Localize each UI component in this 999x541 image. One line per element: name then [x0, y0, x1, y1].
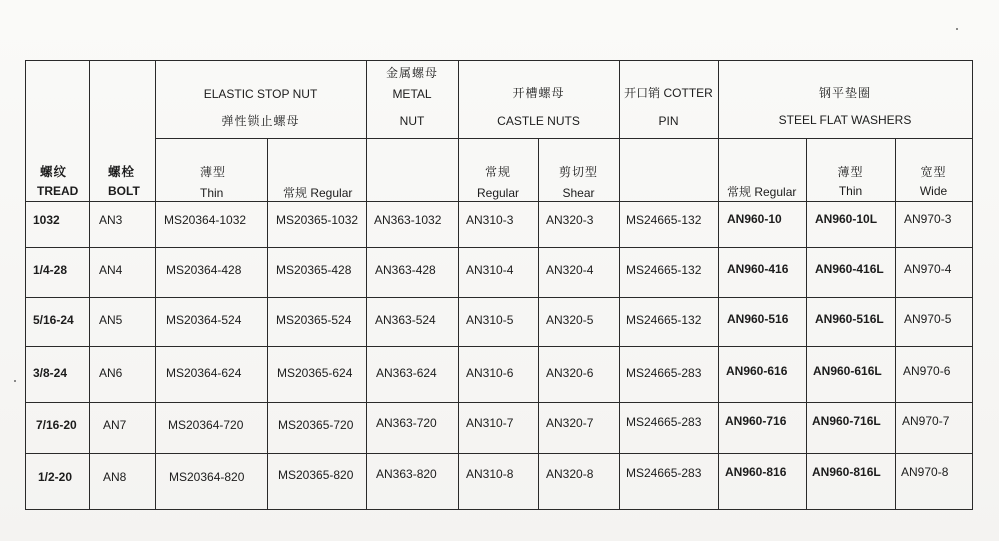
cell-metal: AN363-1032 [374, 213, 442, 227]
cell-castle-shear: AN320-6 [546, 366, 594, 380]
scan-speck [956, 28, 958, 30]
cell-ms-regular: MS20365-820 [278, 468, 354, 482]
cell-washer-regular: AN960-516 [727, 312, 789, 326]
cell-ms-thin: MS20364-524 [166, 313, 242, 327]
cell-ms-regular: MS20365-720 [278, 418, 354, 432]
header-metal-en-2: NUT [399, 114, 425, 128]
header-tread-zh: 螺纹 [40, 164, 68, 179]
scan-speck [14, 380, 16, 382]
rule-row-2 [25, 297, 973, 298]
header-washer-thin-zh: 薄型 [837, 165, 864, 179]
cell-metal: AN363-624 [376, 366, 437, 380]
rule-left [25, 60, 26, 510]
header-washer-thin-en: Thin [838, 184, 863, 198]
cell-washer-thin: AN960-816L [812, 465, 881, 479]
cell-metal: AN363-428 [375, 263, 436, 277]
rule-row-5 [25, 453, 973, 454]
cell-pin: MS24665-283 [626, 415, 702, 429]
rule-row-4 [25, 402, 973, 403]
rule-after-tread [89, 60, 90, 510]
header-washer-zh: 钢平垫圈 [818, 86, 871, 100]
cell-washer-wide: AN970-8 [901, 465, 949, 479]
header-castle-zh: 开槽螺母 [512, 86, 565, 100]
cell-castle-regular: AN310-3 [466, 213, 514, 227]
header-bolt-en: BOLT [108, 184, 140, 198]
cell-castle-regular: AN310-8 [466, 467, 514, 481]
cell-castle-regular: AN310-5 [466, 313, 514, 327]
cell-washer-regular: AN960-10 [727, 212, 782, 226]
cell-washer-regular: AN960-616 [726, 364, 788, 378]
cell-ms-thin: MS20364-428 [166, 263, 242, 277]
cell-tread: 3/8-24 [33, 366, 68, 380]
cell-tread: 7/16-20 [36, 418, 77, 432]
cell-bolt: AN5 [99, 313, 123, 327]
cell-pin: MS24665-132 [626, 263, 702, 277]
header-castle-regular-zh: 常规 [484, 165, 511, 179]
cell-ms-regular: MS20365-1032 [276, 213, 359, 227]
header-elastic-thin-zh: 薄型 [200, 165, 227, 179]
rule-row-1 [25, 247, 973, 248]
cell-washer-thin: AN960-416L [815, 262, 884, 276]
cell-castle-shear: AN320-3 [546, 213, 594, 227]
header-metal-zh: 金属螺母 [385, 66, 438, 80]
cell-pin: MS24665-283 [626, 366, 702, 380]
header-cotter-1: 开口销 COTTER [624, 86, 713, 100]
rule-header-bottom [25, 201, 973, 202]
cell-washer-wide: AN970-3 [904, 212, 952, 226]
header-castle-regular-en: Regular [476, 186, 520, 200]
cell-bolt: AN4 [99, 263, 123, 277]
rule-header-mid [155, 138, 973, 139]
cell-washer-regular: AN960-416 [727, 262, 789, 276]
header-castle-shear-zh: 剪切型 [558, 165, 598, 179]
cell-ms-thin: MS20364-624 [166, 366, 242, 380]
cell-washer-wide: AN970-4 [904, 262, 952, 276]
cell-washer-regular: AN960-716 [725, 414, 787, 428]
header-washer-wide-zh: 宽型 [920, 165, 947, 179]
cell-castle-shear: AN320-7 [546, 416, 594, 430]
cell-pin: MS24665-283 [626, 466, 702, 480]
cell-bolt: AN6 [99, 366, 123, 380]
rule-after-pin [718, 60, 719, 510]
header-tread-en: TREAD [37, 184, 79, 198]
header-elastic-regular: 常规 Regular [283, 186, 353, 200]
cell-metal: AN363-720 [376, 416, 437, 430]
cell-castle-shear: AN320-4 [546, 263, 594, 277]
cell-washer-wide: AN970-5 [904, 312, 952, 326]
rule-bottom [25, 509, 973, 510]
cell-washer-wide: AN970-6 [903, 364, 951, 378]
header-cotter-2: PIN [658, 114, 679, 128]
cell-tread: 1/2-20 [38, 470, 73, 484]
header-castle-en: CASTLE NUTS [497, 114, 580, 128]
header-elastic-thin-en: Thin [200, 186, 224, 200]
cell-metal: AN363-820 [376, 467, 437, 481]
rule-elastic-split [267, 138, 268, 510]
rule-top [25, 60, 973, 61]
cell-washer-thin: AN960-10L [815, 212, 878, 226]
cell-ms-regular: MS20365-524 [276, 313, 352, 327]
cell-castle-regular: AN310-7 [466, 416, 514, 430]
cell-ms-regular: MS20365-624 [277, 366, 353, 380]
cell-castle-regular: AN310-4 [466, 263, 514, 277]
cell-tread: 1032 [33, 213, 60, 227]
header-washer-regular: 常规 Regular [727, 185, 797, 199]
cell-ms-thin: MS20364-820 [169, 470, 245, 484]
rule-row-3 [25, 346, 973, 347]
header-washer-wide-en: Wide [919, 184, 948, 198]
header-elastic-en: ELASTIC STOP NUT [203, 87, 318, 101]
cell-tread: 5/16-24 [33, 313, 74, 327]
cell-pin: MS24665-132 [626, 313, 702, 327]
cell-ms-thin: MS20364-720 [168, 418, 244, 432]
cell-washer-wide: AN970-7 [902, 414, 950, 428]
cell-washer-regular: AN960-816 [725, 465, 787, 479]
rule-right [972, 60, 973, 510]
cell-pin: MS24665-132 [626, 213, 702, 227]
header-bolt-zh: 螺栓 [108, 164, 136, 179]
header-elastic-zh: 弹性锁止螺母 [221, 114, 300, 128]
header-metal-en-1: METAL [392, 87, 432, 101]
cell-ms-thin: MS20364-1032 [164, 213, 247, 227]
cell-metal: AN363-524 [375, 313, 436, 327]
cell-washer-thin: AN960-716L [812, 414, 881, 428]
cell-castle-shear: AN320-5 [546, 313, 594, 327]
cell-castle-regular: AN310-6 [466, 366, 514, 380]
cell-tread: 1/4-28 [33, 263, 68, 277]
cell-castle-shear: AN320-8 [546, 467, 594, 481]
header-castle-shear-en: Shear [562, 186, 595, 200]
cell-washer-thin: AN960-616L [813, 364, 882, 378]
cell-bolt: AN7 [103, 418, 127, 432]
cell-bolt: AN3 [99, 213, 123, 227]
cell-bolt: AN8 [103, 470, 127, 484]
cell-washer-thin: AN960-516L [815, 312, 884, 326]
cell-ms-regular: MS20365-428 [276, 263, 352, 277]
header-washer-en: STEEL FLAT WASHERS [778, 113, 912, 127]
